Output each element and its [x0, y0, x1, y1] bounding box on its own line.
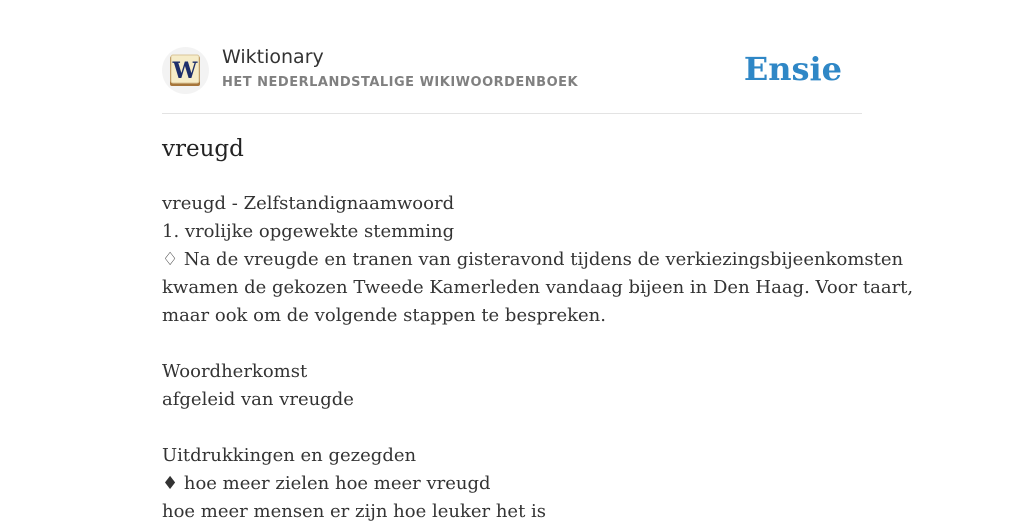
blank-line [162, 414, 862, 442]
expression-item: ♦ hoe meer zielen hoe meer vreugd [162, 473, 491, 494]
example-line: maar ook om de volgende stappen te bespreken. [162, 305, 606, 326]
header-divider [162, 113, 862, 114]
entry-content [162, 190, 914, 526]
entry-heading: vreugd - Zelfstandignaamwoord [162, 193, 455, 214]
page [162, 0, 914, 522]
etymology-text: afgeleid van vreugde [162, 389, 354, 410]
etymology-heading: Woordherkomst [162, 361, 308, 382]
expression-meaning: hoe meer mensen er zijn hoe leuker het is [162, 501, 547, 522]
blank-line [162, 330, 862, 358]
expressions-heading: Uitdrukkingen en gezegden [162, 445, 417, 466]
example-line: kwamen de gekozen Tweede Kamerleden vandaag bijeen in Den Haag. Voor taart, [162, 277, 914, 298]
ensie-brand-link[interactable]: Ensie [743, 50, 842, 88]
header [162, 44, 862, 96]
svg-text:W: W [172, 58, 198, 84]
page-title: vreugd [162, 136, 244, 162]
site-subtitle: HET NEDERLANDSTALIGE WIKIWOORDENBOEK [222, 75, 579, 90]
definition: 1. vrolijke opgewekte stemming [162, 221, 455, 242]
wiktionary-logo-icon[interactable] [162, 47, 209, 94]
example-line: ♢ Na de vreugde en tranen van gisteravond tijdens de verkiezingsbijeenkomsten [162, 249, 904, 270]
site-name[interactable]: Wiktionary [222, 46, 324, 68]
